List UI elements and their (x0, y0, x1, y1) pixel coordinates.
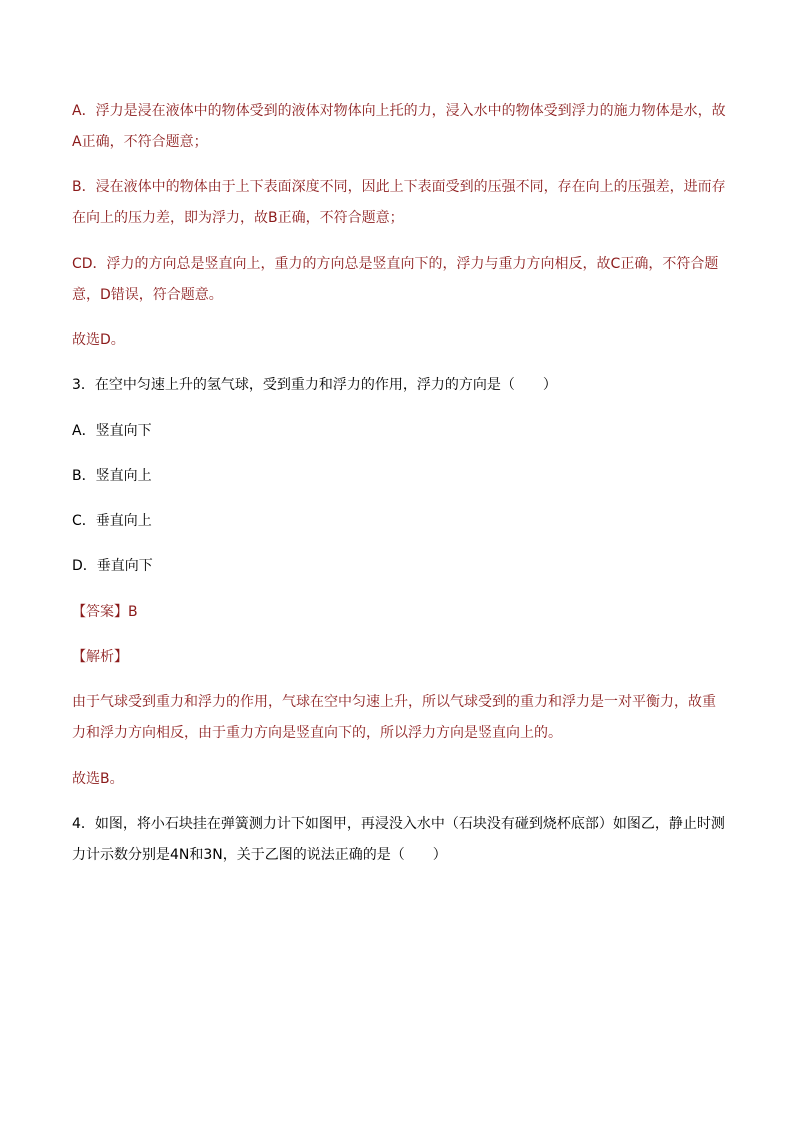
question-3-stem: 3．在空中匀速上升的氢气球，受到重力和浮力的作用，浮力的方向是（ ） (72, 377, 557, 393)
question-3-answer: 【答案】B (72, 604, 138, 620)
prev-explanation-option-cd: CD．浮力的方向总是竖直向上，重力的方向总是竖直向下的，浮力与重力方向相反，故C正确，不符合题意，D错误，符合题意。 (72, 256, 719, 303)
question-4-stem: 4．如图，将小石块挂在弹簧测力计下如图甲，再浸没入水中（石块没有碰到烧杯底部）如图乙，静止时测力计示数分别是4N和3N，关于乙图的说法正确的是（ ） (72, 816, 725, 863)
question-3-analysis: 由于气球受到重力和浮力的作用，气球在空中匀速上升，所以气球受到的重力和浮力是一对平衡力，故重力和浮力方向相反，由于重力方向是竖直向下的，所以浮力方向是竖直向上的。 (72, 694, 716, 741)
question-3-option-c: C．垂直向上 (72, 513, 152, 529)
question-3-option-a: A．竖直向下 (72, 423, 152, 439)
question-3-option-b: B．竖直向上 (72, 468, 152, 484)
question-3-choice: 故选B。 (72, 771, 124, 787)
question-3-analysis-label: 【解析】 (72, 649, 128, 665)
question-3-option-d: D．垂直向下 (72, 558, 153, 574)
prev-explanation-choice: 故选D。 (72, 332, 125, 348)
prev-explanation-option-a: A．浮力是浸在液体中的物体受到的液体对物体向上托的力，浸入水中的物体受到浮力的施力物体是水，故A正确，不符合题意； (72, 103, 726, 150)
prev-explanation-option-b: B．浸在液体中的物体由于上下表面深度不同，因此上下表面受到的压强不同，存在向上的压强差，进而存在向上的压力差，即为浮力，故B正确，不符合题意； (72, 179, 726, 226)
